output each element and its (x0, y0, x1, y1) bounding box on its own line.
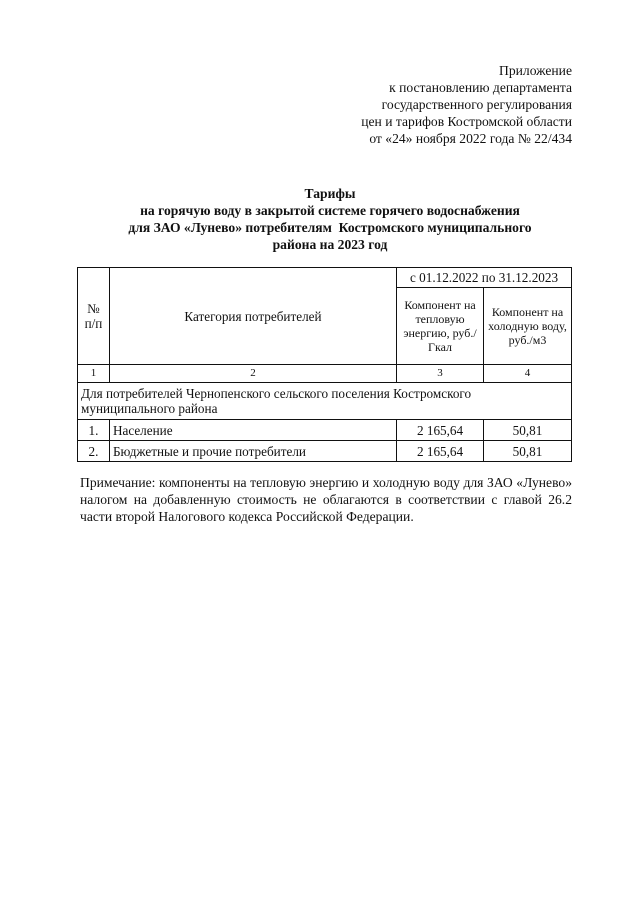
appendix-line: государственного регулирования (381, 97, 572, 112)
col-number: 3 (397, 365, 484, 383)
group-label: Для потребителей Чернопенского сельского поселения Костромского муниципального района (78, 383, 572, 420)
appendix-line: цен и тарифов Костромской области (361, 114, 572, 129)
col-number: 1 (78, 365, 110, 383)
group-row (78, 383, 572, 420)
row-thermal: 2 165,64 (397, 441, 484, 462)
row-num: 2. (78, 441, 110, 462)
appendix-line: от «24» ноября 2022 года № 22/434 (369, 131, 572, 146)
header-thermal: Компонент на тепловую энергию, руб./Гкал (397, 288, 484, 365)
table-header-row (78, 268, 572, 288)
col-number: 2 (109, 365, 396, 383)
appendix-line: Приложение (499, 63, 572, 78)
header-period: с 01.12.2022 по 31.12.2023 (397, 268, 572, 288)
tariff-table (77, 267, 572, 462)
table-row (78, 441, 572, 462)
appendix-line: к постановлению департамента (389, 80, 572, 95)
header-num: № п/п (78, 268, 110, 365)
header-category: Категория потребителей (109, 268, 396, 365)
row-category: Население (109, 420, 396, 441)
column-number-row (78, 365, 572, 383)
row-category: Бюджетные и прочие потребители (109, 441, 396, 462)
col-number: 4 (484, 365, 572, 383)
document-title (70, 185, 590, 253)
row-thermal: 2 165,64 (397, 420, 484, 441)
title-line: для ЗАО «Лунево» потребителям Костромского муниципального (128, 220, 532, 235)
title-heading: Тарифы (304, 186, 356, 201)
appendix-header (361, 62, 572, 147)
row-cold: 50,81 (484, 441, 572, 462)
row-cold: 50,81 (484, 420, 572, 441)
header-cold: Компонент на холодную воду, руб./м3 (484, 288, 572, 365)
title-line: на горячую воду в закрытой системе горячего водоснабжения (140, 203, 520, 218)
note-text: Примечание: компоненты на тепловую энергию и холодную воду для ЗАО «Лунево» налогом на добавленную стоимость не облагаются в соответствии с главой 26.2 части второй Налогового кодекса Российской Федерации. (80, 475, 572, 524)
title-line: района на 2023 год (272, 237, 388, 252)
row-num: 1. (78, 420, 110, 441)
table-row (78, 420, 572, 441)
